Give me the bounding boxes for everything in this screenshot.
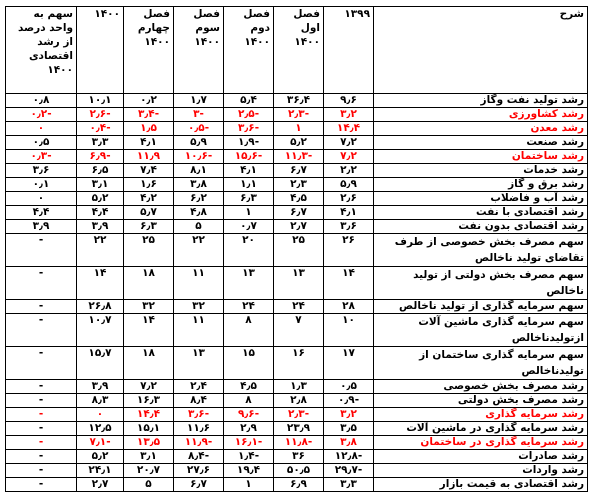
value-cell: ۶٫۳ <box>124 220 174 234</box>
value-cell: -۱۱٫۸ <box>274 436 324 450</box>
value-cell: -۷٫۱ <box>77 436 124 450</box>
row-label: سهم مصرف بخش دولتی از تولید ناخالص <box>374 267 588 300</box>
value-cell: -۱۵٫۶ <box>224 150 274 164</box>
value-cell: ۱۶ <box>274 347 324 380</box>
value-cell: ۰ <box>6 192 77 206</box>
value-cell: ۳٫۹ <box>77 380 124 394</box>
value-cell: ۲۲ <box>77 234 124 267</box>
row-label: سهم سرمایه گذاری ماشین آلات ازتولیدناخالص <box>374 314 588 347</box>
value-cell: ۵٫۲ <box>77 192 124 206</box>
value-cell: ۱۵٫۷ <box>77 347 124 380</box>
value-cell: -۳ <box>174 108 224 122</box>
table-row <box>6 436 588 450</box>
value-cell: -۱٫۹ <box>224 136 274 150</box>
value-cell: ۱۷ <box>324 347 374 380</box>
value-cell: ۳٫۸ <box>174 178 224 192</box>
value-cell: ۳٫۹ <box>6 220 77 234</box>
value-cell: - <box>6 408 77 422</box>
value-cell: ۷ <box>274 314 324 347</box>
value-cell: ۶٫۷ <box>174 478 224 492</box>
table-row <box>6 122 588 136</box>
value-cell: ۴٫۲ <box>124 192 174 206</box>
value-cell: ۸ <box>224 394 274 408</box>
economic-growth-table <box>5 6 588 492</box>
value-cell: ۵٫۷ <box>124 206 174 220</box>
value-cell: ۶٫۷ <box>274 206 324 220</box>
row-label: رشد آب و فاضلاب <box>374 192 588 206</box>
value-cell: -۰٫۲ <box>6 108 77 122</box>
value-cell: ۱۳ <box>274 267 324 300</box>
value-cell: ۵٫۹ <box>174 136 224 150</box>
value-cell: ۳٫۱ <box>77 178 124 192</box>
value-cell: ۰٫۵ <box>324 380 374 394</box>
value-cell: ۲۴ <box>224 300 274 314</box>
row-label: رشد سرمایه گذاری <box>374 408 588 422</box>
value-cell: ۲۲ <box>174 234 224 267</box>
table-row <box>6 347 588 380</box>
value-cell: ۲۰٫۷ <box>124 464 174 478</box>
value-cell: ۱۴ <box>324 267 374 300</box>
header-cell: شرح <box>374 7 588 94</box>
value-cell: -۳٫۶ <box>224 122 274 136</box>
table-row <box>6 234 588 267</box>
value-cell: ۱۸ <box>124 267 174 300</box>
value-cell: ۴٫۱ <box>224 164 274 178</box>
value-cell: - <box>6 267 77 300</box>
value-cell: ۱۵٫۱ <box>124 422 174 436</box>
row-label: رشد مصرف بخش خصوصی <box>374 380 588 394</box>
value-cell: -۱۰٫۶ <box>174 150 224 164</box>
value-cell: ۰٫۲ <box>124 94 174 108</box>
header-cell: فصل سوم ۱۴۰۰ <box>174 7 224 94</box>
value-cell: ۳٫۳ <box>324 478 374 492</box>
value-cell: ۵٫۲ <box>77 450 124 464</box>
table-body <box>6 7 588 492</box>
header-cell: سهم به واحد درصد از رشد اقتصادی ۱۴۰۰ <box>6 7 77 94</box>
table-row <box>6 464 588 478</box>
value-cell: -۱۲٫۸ <box>324 450 374 464</box>
value-cell: ۲۴ <box>274 300 324 314</box>
value-cell: -۲٫۳ <box>274 408 324 422</box>
table-row <box>6 192 588 206</box>
value-cell: -۰٫۴ <box>77 122 124 136</box>
value-cell: ۳۶٫۴ <box>274 94 324 108</box>
table-row <box>6 408 588 422</box>
value-cell: ۰ <box>6 122 77 136</box>
value-cell: ۱۴ <box>124 314 174 347</box>
value-cell: - <box>6 422 77 436</box>
value-cell: - <box>6 234 77 267</box>
value-cell: ۳۲ <box>124 300 174 314</box>
table-row <box>6 450 588 464</box>
value-cell: ۴٫۵ <box>224 380 274 394</box>
value-cell: ۷٫۲ <box>124 380 174 394</box>
value-cell: ۸٫۱ <box>174 164 224 178</box>
header-cell: فصل دوم ۱۴۰۰ <box>224 7 274 94</box>
value-cell: ۳٫۲ <box>324 408 374 422</box>
value-cell: -۱۱٫۳ <box>274 150 324 164</box>
table-row <box>6 150 588 164</box>
table-row <box>6 314 588 347</box>
value-cell: ۳٫۱ <box>124 450 174 464</box>
value-cell: ۳۶ <box>274 450 324 464</box>
value-cell: ۱۳٫۵ <box>124 436 174 450</box>
value-cell: ۲٫۳ <box>274 178 324 192</box>
value-cell: -۲٫۵ <box>224 108 274 122</box>
row-label: رشد کشاورزی <box>374 108 588 122</box>
value-cell: - <box>6 314 77 347</box>
value-cell: ۱۳ <box>224 267 274 300</box>
value-cell: ۱۲٫۵ <box>77 422 124 436</box>
value-cell: - <box>6 436 77 450</box>
value-cell: ۱ <box>274 122 324 136</box>
row-label: رشد برق و گاز <box>374 178 588 192</box>
table-wrapper <box>5 6 588 492</box>
value-cell: -۲٫۶ <box>77 108 124 122</box>
value-cell: ۱۴٫۴ <box>324 122 374 136</box>
value-cell: -۹٫۶ <box>224 408 274 422</box>
value-cell: ۲۸ <box>324 300 374 314</box>
row-label: رشد اقتصادی با نفت <box>374 206 588 220</box>
value-cell: ۷٫۲ <box>324 136 374 150</box>
value-cell: ۱۱ <box>174 267 224 300</box>
value-cell: ۴٫۴ <box>6 206 77 220</box>
row-label: رشد معدن <box>374 122 588 136</box>
value-cell: -۲۹٫۷ <box>324 464 374 478</box>
value-cell: ۸٫۴ <box>174 394 224 408</box>
value-cell: -۶٫۹ <box>77 150 124 164</box>
header-cell: ۱۳۹۹ <box>324 7 374 94</box>
row-label: رشد سرمایه گذاری در ماشین آلات <box>374 422 588 436</box>
row-label: رشد اقتصادی به قیمت بازار <box>374 478 588 492</box>
value-cell: ۶٫۳ <box>224 192 274 206</box>
value-cell: ۱۳ <box>174 347 224 380</box>
value-cell: ۲٫۲ <box>324 164 374 178</box>
value-cell: ۲۵ <box>124 234 174 267</box>
value-cell: ۲۰ <box>224 234 274 267</box>
value-cell: ۵٫۲ <box>274 136 324 150</box>
row-label: رشد تولید نفت وگاز <box>374 94 588 108</box>
value-cell: ۳٫۵ <box>324 422 374 436</box>
value-cell: -۱۱٫۹ <box>174 436 224 450</box>
value-cell: -۳٫۴ <box>124 108 174 122</box>
value-cell: ۳٫۶ <box>324 220 374 234</box>
value-cell: ۸٫۳ <box>77 394 124 408</box>
row-label: سهم سرمایه گذاری از تولید ناخالص <box>374 300 588 314</box>
value-cell: - <box>6 464 77 478</box>
value-cell: ۶٫۲ <box>174 192 224 206</box>
table-row <box>6 394 588 408</box>
value-cell: ۰٫۱ <box>6 178 77 192</box>
value-cell: ۱ <box>224 206 274 220</box>
value-cell: ۵ <box>124 478 174 492</box>
table-row <box>6 164 588 178</box>
table-row <box>6 300 588 314</box>
value-cell: ۱۱٫۶ <box>174 422 224 436</box>
row-label: سهم مصرف بخش خصوصی از طرف تقاضای تولید ناخالص <box>374 234 588 267</box>
table-row <box>6 380 588 394</box>
value-cell: -۰٫۹ <box>324 394 374 408</box>
value-cell: - <box>6 394 77 408</box>
row-label: رشد خدمات <box>374 164 588 178</box>
table-row <box>6 478 588 492</box>
value-cell: -۱٫۴ <box>224 450 274 464</box>
value-cell: ۱۰٫۷ <box>77 314 124 347</box>
value-cell: ۱۸ <box>124 347 174 380</box>
header-cell: فصل اول ۱۴۰۰ <box>274 7 324 94</box>
value-cell: ۱٫۶ <box>124 178 174 192</box>
value-cell: - <box>6 380 77 394</box>
value-cell: ۱۶٫۳ <box>124 394 174 408</box>
value-cell: ۲۴٫۱ <box>77 464 124 478</box>
value-cell: ۵٫۴ <box>224 94 274 108</box>
value-cell: ۶٫۹ <box>274 478 324 492</box>
row-label: سهم سرمایه گذاری ساختمان از تولیدناخالص <box>374 347 588 380</box>
table-row <box>6 267 588 300</box>
value-cell: ۲٫۴ <box>174 380 224 394</box>
value-cell: ۱٫۵ <box>124 122 174 136</box>
value-cell: ۵ <box>174 220 224 234</box>
value-cell: ۳۲ <box>174 300 224 314</box>
value-cell: ۴٫۱ <box>324 206 374 220</box>
row-label: رشد مصرف بخش دولتی <box>374 394 588 408</box>
header-cell: ۱۴۰۰ <box>77 7 124 94</box>
value-cell: ۵٫۹ <box>324 178 374 192</box>
value-cell: ۳٫۹ <box>77 220 124 234</box>
value-cell: ۱۱٫۹ <box>124 150 174 164</box>
value-cell: ۲٫۷ <box>274 220 324 234</box>
value-cell: ۲۷٫۶ <box>174 464 224 478</box>
row-label: رشد اقتصادی بدون نفت <box>374 220 588 234</box>
value-cell: ۲۳٫۹ <box>274 422 324 436</box>
value-cell: -۳٫۶ <box>174 408 224 422</box>
value-cell: ۲۶٫۸ <box>77 300 124 314</box>
value-cell: ۱۰ <box>324 314 374 347</box>
value-cell: ۱ <box>224 478 274 492</box>
value-cell: - <box>6 347 77 380</box>
header-cell: فصل چهارم ۱۴۰۰ <box>124 7 174 94</box>
value-cell: ۷٫۲ <box>324 150 374 164</box>
value-cell: ۱۴ <box>77 267 124 300</box>
value-cell: ۱۰٫۱ <box>77 94 124 108</box>
row-label: رشد صنعت <box>374 136 588 150</box>
value-cell: ۱۵ <box>224 347 274 380</box>
value-cell: ۲۵ <box>274 234 324 267</box>
value-cell: ۴٫۱ <box>124 136 174 150</box>
value-cell: -۰٫۵ <box>174 122 224 136</box>
value-cell: - <box>6 300 77 314</box>
value-cell: -۰٫۳ <box>6 150 77 164</box>
row-label: رشد صادرات <box>374 450 588 464</box>
value-cell: ۱۹٫۴ <box>224 464 274 478</box>
value-cell: ۱۴٫۴ <box>124 408 174 422</box>
table-row <box>6 178 588 192</box>
value-cell: ۰٫۷ <box>224 220 274 234</box>
row-label: رشد ساختمان <box>374 150 588 164</box>
value-cell: ۱٫۱ <box>224 178 274 192</box>
value-cell: ۹٫۶ <box>324 94 374 108</box>
value-cell: ۲٫۸ <box>274 394 324 408</box>
value-cell: ۰ <box>77 408 124 422</box>
table-row <box>6 220 588 234</box>
table-row <box>6 94 588 108</box>
value-cell: ۳٫۲ <box>324 108 374 122</box>
table-row <box>6 108 588 122</box>
row-label: رشد سرمایه گذاری در ساختمان <box>374 436 588 450</box>
value-cell: ۰٫۸ <box>6 94 77 108</box>
value-cell: -۸٫۴ <box>174 450 224 464</box>
value-cell: ۳٫۳ <box>77 136 124 150</box>
value-cell: ۶٫۷ <box>274 164 324 178</box>
value-cell: ۵۰٫۵ <box>274 464 324 478</box>
value-cell: ۴٫۵ <box>274 192 324 206</box>
value-cell: ۲۶ <box>324 234 374 267</box>
value-cell: ۸ <box>224 314 274 347</box>
value-cell: - <box>6 450 77 464</box>
value-cell: - <box>6 478 77 492</box>
header-row <box>6 7 588 94</box>
value-cell: ۶٫۵ <box>77 164 124 178</box>
value-cell: -۲٫۳ <box>274 108 324 122</box>
value-cell: ۰٫۵ <box>6 136 77 150</box>
value-cell: ۲٫۹ <box>224 422 274 436</box>
table-row <box>6 136 588 150</box>
row-label: رشد واردات <box>374 464 588 478</box>
value-cell: ۳٫۶ <box>6 164 77 178</box>
value-cell: ۷٫۴ <box>124 164 174 178</box>
value-cell: -۱۶٫۱ <box>224 436 274 450</box>
value-cell: ۳٫۸ <box>324 436 374 450</box>
table-row <box>6 206 588 220</box>
value-cell: ۴٫۸ <box>174 206 224 220</box>
value-cell: ۲٫۶ <box>324 192 374 206</box>
value-cell: ۲٫۷ <box>77 478 124 492</box>
value-cell: ۱۱ <box>174 314 224 347</box>
table-row <box>6 422 588 436</box>
value-cell: ۱٫۳ <box>274 380 324 394</box>
value-cell: ۴٫۴ <box>77 206 124 220</box>
value-cell: ۱٫۷ <box>174 94 224 108</box>
